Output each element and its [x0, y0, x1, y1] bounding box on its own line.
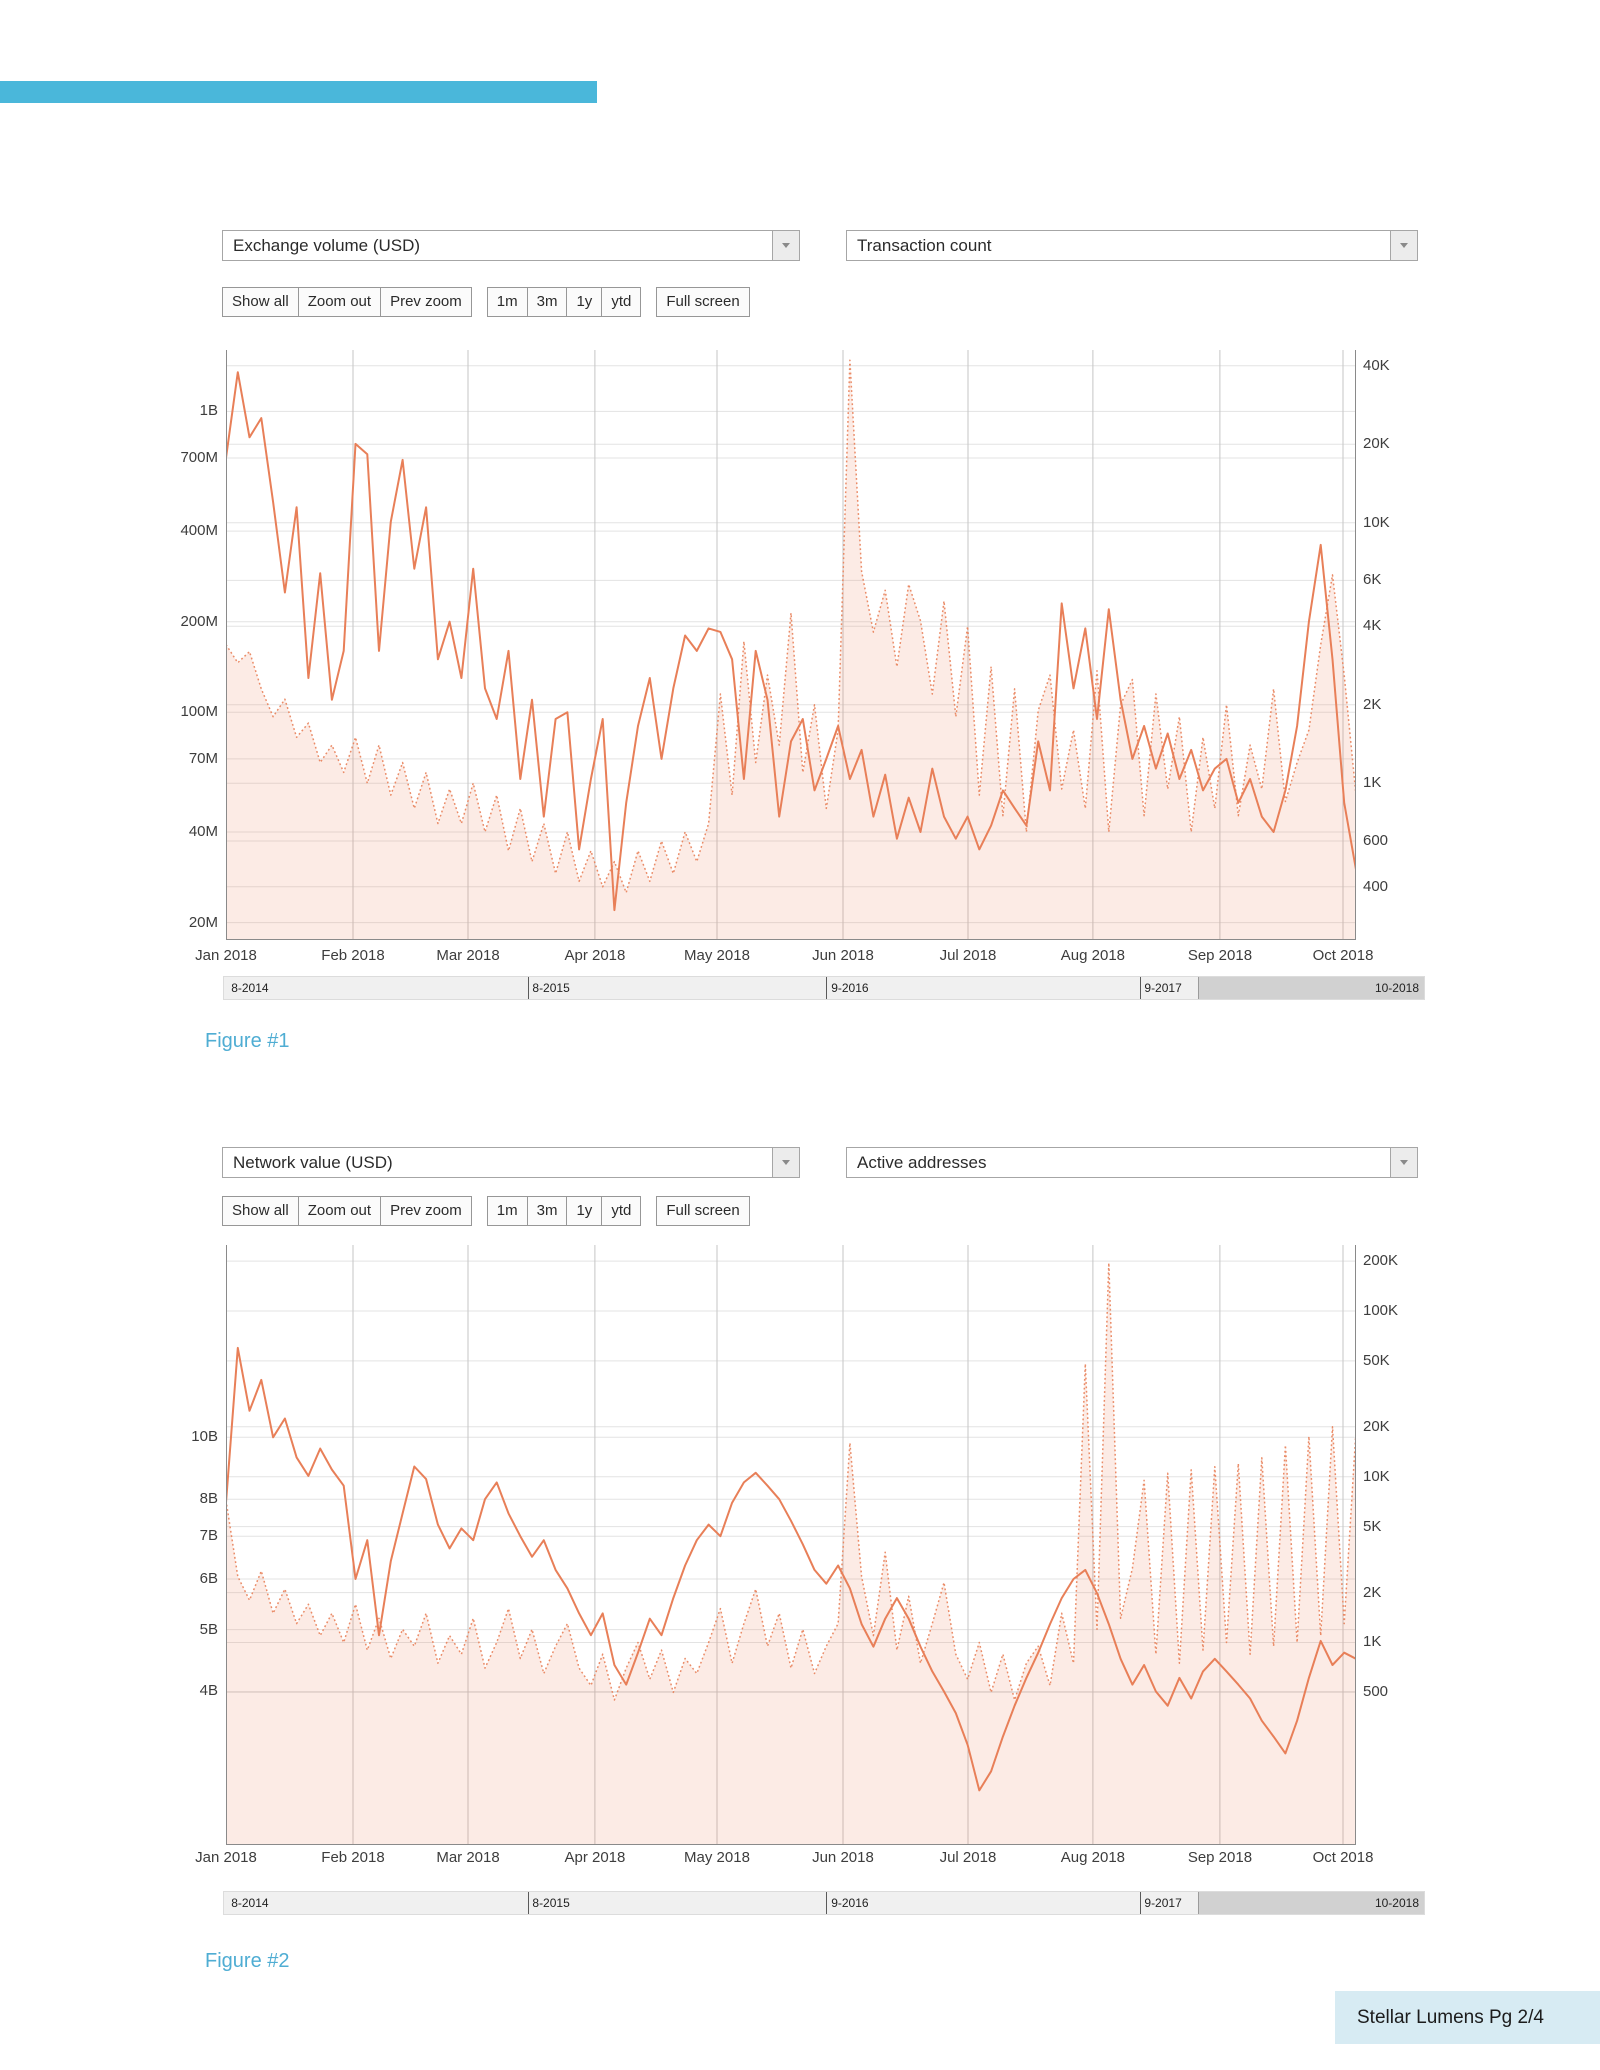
range-button-1y[interactable]: 1y [566, 287, 602, 317]
chart-toolbar [222, 287, 750, 317]
navigator-range-label: 8-2015 [532, 1896, 570, 1910]
toolbar-button-full-screen[interactable]: Full screen [656, 287, 749, 317]
navigator-range-label: 10-2018 [1374, 1896, 1419, 1910]
chevron-down-icon [1390, 231, 1417, 260]
range-button-3m[interactable]: 3m [527, 1196, 568, 1226]
y-axis-label: 500 [1363, 1683, 1389, 1701]
y-axis-label: 7B [199, 1527, 218, 1545]
y-axis-label: 6B [199, 1570, 218, 1587]
toolbar-button-zoom-out[interactable]: Zoom out [298, 1196, 381, 1226]
y-axis-label: 4B [199, 1682, 218, 1700]
x-axis-label: Jul 2018 [939, 1849, 997, 1866]
y-axis-label: 600 [1363, 831, 1389, 849]
y-axis-label: 40M [188, 822, 218, 840]
toolbar-button-show-all[interactable]: Show all [222, 1196, 299, 1226]
navigator-range-label: 8-2014 [231, 981, 269, 995]
chevron-down-icon [772, 1148, 799, 1177]
y-axis-label: 20K [1363, 1417, 1390, 1435]
navigator-range-label: 9-2017 [1144, 981, 1182, 995]
y-axis-label: 400 [1363, 877, 1389, 895]
left-metric-dropdown[interactable] [222, 230, 800, 261]
range-navigator[interactable] [223, 1891, 1425, 1915]
plot-area[interactable] [226, 1245, 1356, 1845]
plot-area[interactable] [226, 350, 1356, 940]
range-button-3m[interactable]: 3m [527, 287, 568, 317]
left-metric-dropdown-value: Exchange volume (USD) [233, 235, 421, 255]
x-axis-label: Oct 2018 [1312, 947, 1374, 964]
navigator-divider [826, 1892, 827, 1914]
right-metric-dropdown[interactable] [846, 230, 1418, 261]
navigator-divider [826, 977, 827, 999]
right-metric-dropdown-value: Active addresses [857, 1152, 987, 1172]
figure-2-caption: Figure #2 [205, 1950, 290, 1972]
toolbar-button-full-screen[interactable]: Full screen [656, 1196, 749, 1226]
y-axis-label: 40K [1363, 356, 1390, 374]
x-axis-label: Jun 2018 [812, 947, 874, 964]
x-axis-label: Sep 2018 [1187, 1849, 1253, 1866]
chart-toolbar [222, 1196, 750, 1226]
y-axis-label: 5K [1363, 1517, 1382, 1535]
x-axis-label: Sep 2018 [1187, 947, 1253, 964]
y-axis-label: 1K [1363, 774, 1382, 792]
range-button-1y[interactable]: 1y [566, 1196, 602, 1226]
y-axis-label: 20K [1363, 435, 1390, 453]
x-axis-label: Jun 2018 [812, 1849, 874, 1866]
navigator-divider [1140, 1892, 1141, 1914]
x-axis-label: Aug 2018 [1060, 1849, 1126, 1866]
navigator-range-label: 9-2016 [831, 981, 869, 995]
left-metric-dropdown-value: Network value (USD) [233, 1152, 393, 1172]
range-button-ytd[interactable]: ytd [601, 287, 641, 317]
y-axis-label: 1B [199, 402, 218, 420]
range-button-1m[interactable]: 1m [487, 1196, 528, 1226]
page-footer: Stellar Lumens Pg 2/4 [1335, 1991, 1600, 2044]
figure-1-caption: Figure #1 [205, 1030, 290, 1052]
y-axis-label: 2K [1363, 695, 1382, 713]
navigator-range-label: 9-2017 [1144, 1896, 1182, 1910]
x-axis-label: Jan 2018 [195, 947, 257, 964]
x-axis-label: Oct 2018 [1312, 1849, 1374, 1866]
x-axis-label: May 2018 [684, 1849, 750, 1866]
range-button-1m[interactable]: 1m [487, 287, 528, 317]
toolbar-button-zoom-out[interactable]: Zoom out [298, 287, 381, 317]
navigator-divider [528, 977, 529, 999]
navigator-divider [1140, 977, 1141, 999]
toolbar-button-show-all[interactable]: Show all [222, 287, 299, 317]
left-metric-dropdown[interactable] [222, 1147, 800, 1178]
y-axis-label: 20M [188, 913, 218, 931]
x-axis-label: Aug 2018 [1060, 947, 1126, 964]
x-axis-label: Feb 2018 [321, 947, 385, 964]
navigator-divider [528, 1892, 529, 1914]
range-button-ytd[interactable]: ytd [601, 1196, 641, 1226]
x-axis-label: Mar 2018 [436, 947, 500, 964]
x-axis-label: Mar 2018 [436, 1849, 500, 1866]
x-axis-label: May 2018 [684, 947, 750, 964]
y-axis-label: 4K [1363, 617, 1382, 635]
y-axis-label: 200K [1363, 1252, 1399, 1270]
page-header-bar [0, 81, 597, 103]
y-axis-label: 100M [180, 703, 218, 721]
x-axis-label: Apr 2018 [564, 947, 626, 964]
navigator-range-label: 8-2015 [532, 981, 570, 995]
y-axis-label: 700M [180, 449, 218, 466]
y-axis-label: 10K [1363, 513, 1390, 531]
y-axis-label: 5B [199, 1620, 218, 1638]
y-axis-label: 6K [1363, 571, 1382, 589]
y-axis-label: 70M [188, 749, 218, 767]
y-axis-label: 1K [1363, 1633, 1382, 1651]
y-axis-label: 10B [191, 1428, 218, 1446]
x-axis-label: Feb 2018 [321, 1849, 385, 1866]
y-axis-label: 100K [1363, 1301, 1399, 1319]
y-axis-label: 8B [199, 1490, 218, 1508]
toolbar-button-prev-zoom[interactable]: Prev zoom [380, 287, 472, 317]
right-metric-dropdown[interactable] [846, 1147, 1418, 1178]
y-axis-label: 400M [180, 522, 218, 540]
navigator-range-label: 8-2014 [231, 1896, 269, 1910]
x-axis-label: Jul 2018 [939, 947, 997, 964]
y-axis-label: 2K [1363, 1583, 1382, 1601]
chevron-down-icon [772, 231, 799, 260]
navigator-range-label: 9-2016 [831, 1896, 869, 1910]
x-axis-label: Apr 2018 [564, 1849, 626, 1866]
y-axis-label: 10K [1363, 1467, 1390, 1485]
chevron-down-icon [1390, 1148, 1417, 1177]
x-axis-label: Jan 2018 [195, 1849, 257, 1866]
y-axis-label: 200M [180, 612, 218, 630]
right-metric-dropdown-value: Transaction count [857, 235, 992, 255]
navigator-range-label: 10-2018 [1374, 981, 1419, 995]
y-axis-label: 50K [1363, 1351, 1390, 1369]
range-navigator[interactable] [223, 976, 1425, 1000]
toolbar-button-prev-zoom[interactable]: Prev zoom [380, 1196, 472, 1226]
